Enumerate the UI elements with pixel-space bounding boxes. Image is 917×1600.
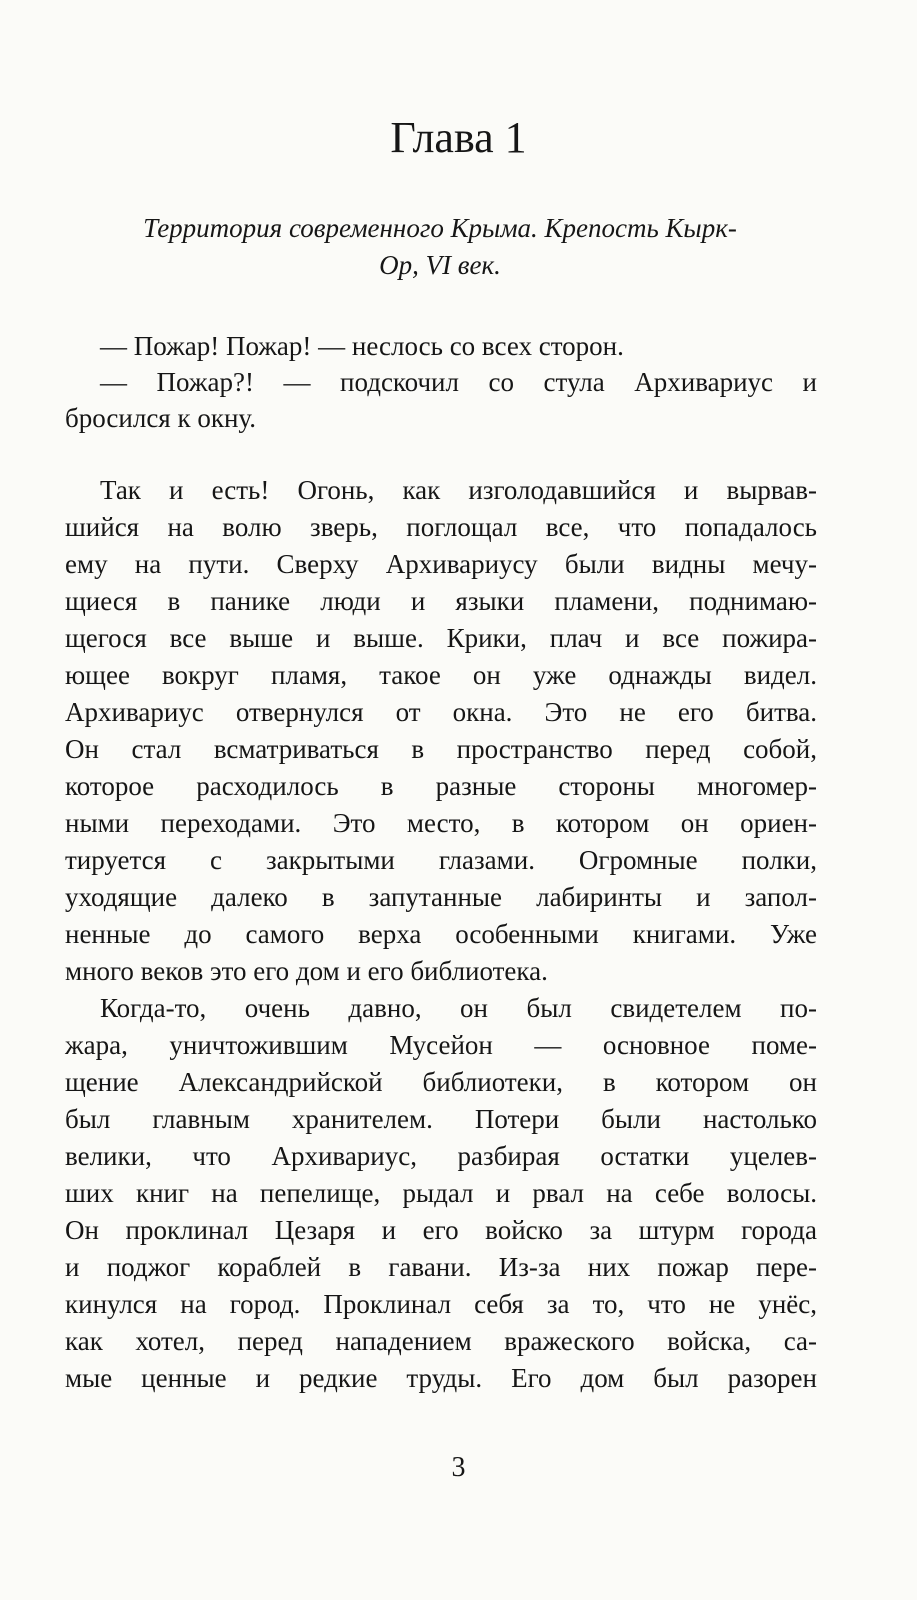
text-line: щение Александрийской библиотеки, в котором он: [65, 1067, 817, 1097]
text-line: много веков это его дом и его библиотека.: [65, 956, 548, 986]
text-line: ших книг на пепелище, рыдал и рвал на себе волосы.: [65, 1178, 817, 1208]
chapter-subtitle-line: Ор, VI век.: [379, 250, 501, 280]
text-line: — Пожар! Пожар! — неслось со всех сторон.: [100, 331, 624, 361]
chapter-title: Глава 1: [390, 113, 527, 162]
text-line: Архивариус отвернулся от окна. Это не его битва.: [65, 697, 817, 727]
text-line: и поджог кораблей в гавани. Из-за них пожар пере-: [65, 1252, 817, 1282]
text-line: Он проклинал Цезаря и его войско за штурм города: [65, 1215, 817, 1245]
text-line: — Пожар?! — подскочил со стула Архивариус и: [100, 367, 817, 397]
chapter-subtitle-line: Территория современного Крыма. Крепость Кырк-: [143, 213, 737, 243]
text-line: тируется с закрытыми глазами. Огромные полки,: [65, 845, 817, 875]
text-line: шийся на волю зверь, поглощал все, что попадалось: [65, 512, 817, 542]
text-line: щегося все выше и выше. Крики, плач и все пожира-: [65, 623, 817, 653]
text-line: был главным хранителем. Потери были настолько: [65, 1104, 817, 1134]
text-line: ными переходами. Это место, в котором он ориен-: [65, 808, 817, 838]
text-line: ненные до самого верха особенными книгами. Уже: [65, 919, 817, 949]
text-line: жара, уничтожившим Мусейон — основное поме-: [65, 1030, 817, 1060]
text-line: ющее вокруг пламя, такое он уже однажды видел.: [65, 660, 817, 690]
text-line: Когда-то, очень давно, он был свидетелем по-: [100, 993, 817, 1023]
text-line: мые ценные и редкие труды. Его дом был разорен: [65, 1363, 817, 1393]
text-line: которое расходилось в разные стороны многомер-: [65, 771, 817, 801]
text-line: щиеся в панике люди и языки пламени, поднимаю-: [65, 586, 817, 616]
text-line: Так и есть! Огонь, как изголодавшийся и вырвав-: [100, 475, 817, 505]
text-line: как хотел, перед нападением вражеского войска, са-: [65, 1326, 817, 1356]
text-line: кинулся на город. Проклинал себя за то, что не унёс,: [65, 1289, 817, 1319]
text-line: Он стал всматриваться в пространство перед собой,: [65, 734, 817, 764]
page-number: 3: [451, 1452, 466, 1483]
text-line: бросился к окну.: [65, 403, 256, 433]
text-line: велики, что Архивариус, разбирая остатки уцелев-: [65, 1141, 817, 1171]
text-line: ему на пути. Сверху Архивариусу были видны мечу-: [65, 549, 817, 579]
text-line: уходящие далеко в запутанные лабиринты и запол-: [65, 882, 817, 912]
